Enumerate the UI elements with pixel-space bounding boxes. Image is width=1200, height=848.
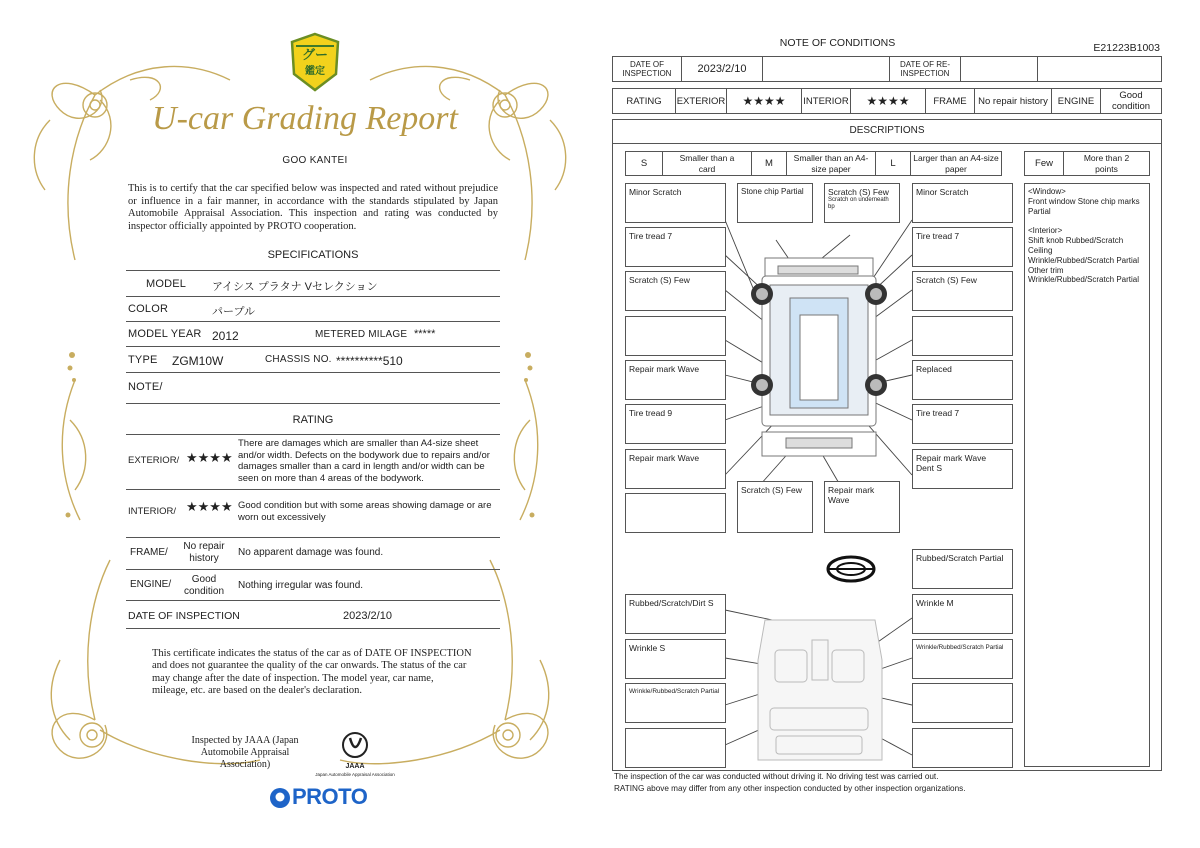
desc-box: Repair mark Wave <box>625 449 726 489</box>
desc-box: Tire tread 7 <box>912 227 1013 267</box>
interior-label: INTERIOR <box>801 88 851 114</box>
desc-box-note: Scratch on underneath bp <box>828 197 889 210</box>
model-value: アイシス プラタナ Vセレクション <box>212 281 378 293</box>
desc-box: Wrinkle/Rubbed/Scratch Partial <box>625 683 726 723</box>
footer-line-2: RATING above may differ from any other inspection conducted by other inspection organizations. <box>614 784 966 793</box>
certify-text: This is to certify that the car specified below was inspected and rated without prejudice or influence in a fair manner, in accordance with the standards stipulated by Japan Automobile Appraisal Association. This inspection and rating was conducted by inspector officially appointed by PROTO cooperation. <box>128 183 498 232</box>
interior-heading: <Interior> <box>1028 226 1063 236</box>
blank-cell <box>762 56 890 82</box>
legend-few: Few <box>1024 151 1064 176</box>
desc-box <box>912 683 1013 723</box>
desc-box: Wrinkle/Rubbed/Scratch Partial <box>912 639 1013 679</box>
exterior-label: EXTERIOR <box>675 88 727 114</box>
jaaa-logo-icon <box>340 730 370 764</box>
interior-note: Wrinkle/Rubbed/Scratch Partial <box>1028 275 1140 285</box>
document-number: E21223B1003 <box>1093 42 1160 54</box>
desc-box: Wrinkle M <box>912 594 1013 634</box>
interior-stars: ★★★★ <box>850 88 926 114</box>
desc-box: Replaced <box>912 360 1013 400</box>
inspected-by-text: Inspected by JAAA (Japan Automobile Appraisal Association) <box>191 735 299 770</box>
desc-box-line: Repair mark Wave <box>916 453 987 463</box>
engine-description: Nothing irregular was found. <box>238 580 364 591</box>
color-label: COLOR <box>128 303 169 315</box>
desc-box-line: Dent S <box>916 463 942 473</box>
desc-box: Minor Scratch <box>625 183 726 223</box>
mileage-value: ***** <box>414 328 436 340</box>
note-label: NOTE/ <box>128 381 163 393</box>
desc-box <box>912 449 1013 489</box>
desc-box: Tire tread 9 <box>625 404 726 444</box>
proto-logo-text: PROTO <box>292 784 368 809</box>
desc-box: Scratch (S) Few <box>625 271 726 311</box>
footer-line-1: The inspection of the car was conducted without driving it. No driving test was carried out. <box>614 772 939 781</box>
desc-box: Tire tread 7 <box>625 227 726 267</box>
blank-cell <box>1037 56 1162 82</box>
frame-label: FRAME <box>925 88 975 114</box>
legend-l: L <box>875 151 911 176</box>
frame-description: No apparent damage was found. <box>238 547 384 558</box>
legend-m: M <box>751 151 787 176</box>
desc-box: Repair mark Wave <box>625 360 726 400</box>
desc-box: Rubbed/Scratch Partial <box>912 549 1013 589</box>
exterior-description: There are damages which are smaller than A4-size sheet and/or width. Defects on the bodywork due to repairs and/or damages smaller than a card in length and/or width can be seen on more than 4 areas of the bodywork. <box>238 438 490 484</box>
date-of-inspection-label: DATE OF INSPECTION <box>128 610 240 622</box>
rating-heading: RATING <box>292 414 334 426</box>
legend-s: S <box>625 151 663 176</box>
exterior-stars: ★★★★ <box>726 88 802 114</box>
note-title: NOTE OF CONDITIONS <box>779 37 896 49</box>
desc-box: Minor Scratch <box>912 183 1013 223</box>
date-of-inspection-value: 2023/2/10 <box>681 56 763 82</box>
chassis-value: **********510 <box>336 354 403 368</box>
rating-label: RATING <box>612 88 676 114</box>
desc-box: Wrinkle S <box>625 639 726 679</box>
specifications-heading: SPECIFICATIONS <box>267 249 359 261</box>
desc-box: Repair mark Wave <box>824 481 900 533</box>
desc-box <box>625 728 726 768</box>
interior-note: Ceiling <box>1028 245 1053 255</box>
legend-l-text: Larger than an A4-size paper <box>910 151 1002 176</box>
jaaa-logo-text: JAAA <box>345 763 365 770</box>
desc-box: Scratch (S) Few <box>912 271 1013 311</box>
interior-note: Other trim <box>1028 265 1064 275</box>
badge-line2: 鑑定 <box>305 66 325 77</box>
exterior-label: EXTERIOR/ <box>128 455 180 466</box>
date-of-inspection-value: 2023/2/10 <box>343 610 392 622</box>
window-heading: <Window> <box>1028 187 1066 196</box>
interior-note: Wrinkle/Rubbed/Scratch Partial <box>1028 255 1140 265</box>
exterior-stars: ★★★★ <box>186 450 233 465</box>
desc-box: Tire tread 7 <box>912 404 1013 444</box>
legend-m-text: Smaller than an A4-size paper <box>786 151 876 176</box>
desc-box: Stone chip Partial <box>737 183 813 223</box>
date-of-inspection-label: DATE OF INSPECTION <box>612 56 682 82</box>
desc-box <box>625 493 726 533</box>
interior-stars: ★★★★ <box>186 499 233 514</box>
interior-label: INTERIOR/ <box>128 506 177 517</box>
desc-box <box>824 183 900 223</box>
model-year-value: 2012 <box>212 329 239 343</box>
badge-line1: グー <box>301 47 328 62</box>
interior-note: Shift knob Rubbed/Scratch <box>1028 236 1124 246</box>
interior-description: Good condition but with some areas showing damage or are worn out excessively <box>238 500 492 523</box>
engine-label: ENGINE <box>1051 88 1101 114</box>
desc-box <box>912 728 1013 768</box>
type-value: ZGM10W <box>172 354 224 368</box>
model-year-label: MODEL YEAR <box>128 328 202 340</box>
desc-box: Scratch (S) Few <box>737 481 813 533</box>
frame-value: No repair history <box>183 541 225 564</box>
desc-box <box>912 316 1013 356</box>
type-label: TYPE <box>128 354 158 366</box>
desc-box: Rubbed/Scratch/Dirt S <box>625 594 726 634</box>
model-label: MODEL <box>146 278 187 290</box>
desc-box-main: Scratch (S) Few <box>828 187 889 197</box>
chassis-label: CHASSIS NO. <box>265 354 332 365</box>
mileage-label: METERED MILAGE <box>315 329 408 340</box>
legend-s-text: Smaller than a card <box>662 151 752 176</box>
reinspection-label: DATE OF RE-INSPECTION <box>889 56 961 82</box>
descriptions-heading: DESCRIPTIONS <box>849 125 925 136</box>
engine-value: Good condition <box>183 574 225 597</box>
legend-few-text: More than 2 points <box>1063 151 1150 176</box>
script-title: U-car Grading Report <box>152 100 458 137</box>
certificate-disclaimer: This certificate indicates the status of the car as of DATE OF INSPECTION and does not guarantee the quality of the car onwards. The status of the car may change after the date of inspection. The model year, car name, mileage, etc. are based on the dealer's declaration. <box>152 648 472 697</box>
report-subtitle: GOO KANTEI <box>282 155 348 166</box>
reinspection-value <box>960 56 1038 82</box>
window-text: Front window Stone chip marks Partial <box>1028 196 1140 216</box>
proto-logo-icon <box>268 786 292 810</box>
frame-label: FRAME/ <box>130 547 168 558</box>
frame-value: No repair history <box>974 88 1052 114</box>
desc-box <box>625 316 726 356</box>
color-value: パープル <box>212 306 256 318</box>
jaaa-logo-sub: Japan Automobile Appraisal Association <box>315 772 395 777</box>
side-notes-box <box>1024 183 1150 767</box>
engine-value: Good condition <box>1100 88 1162 114</box>
engine-label: ENGINE/ <box>130 579 172 590</box>
